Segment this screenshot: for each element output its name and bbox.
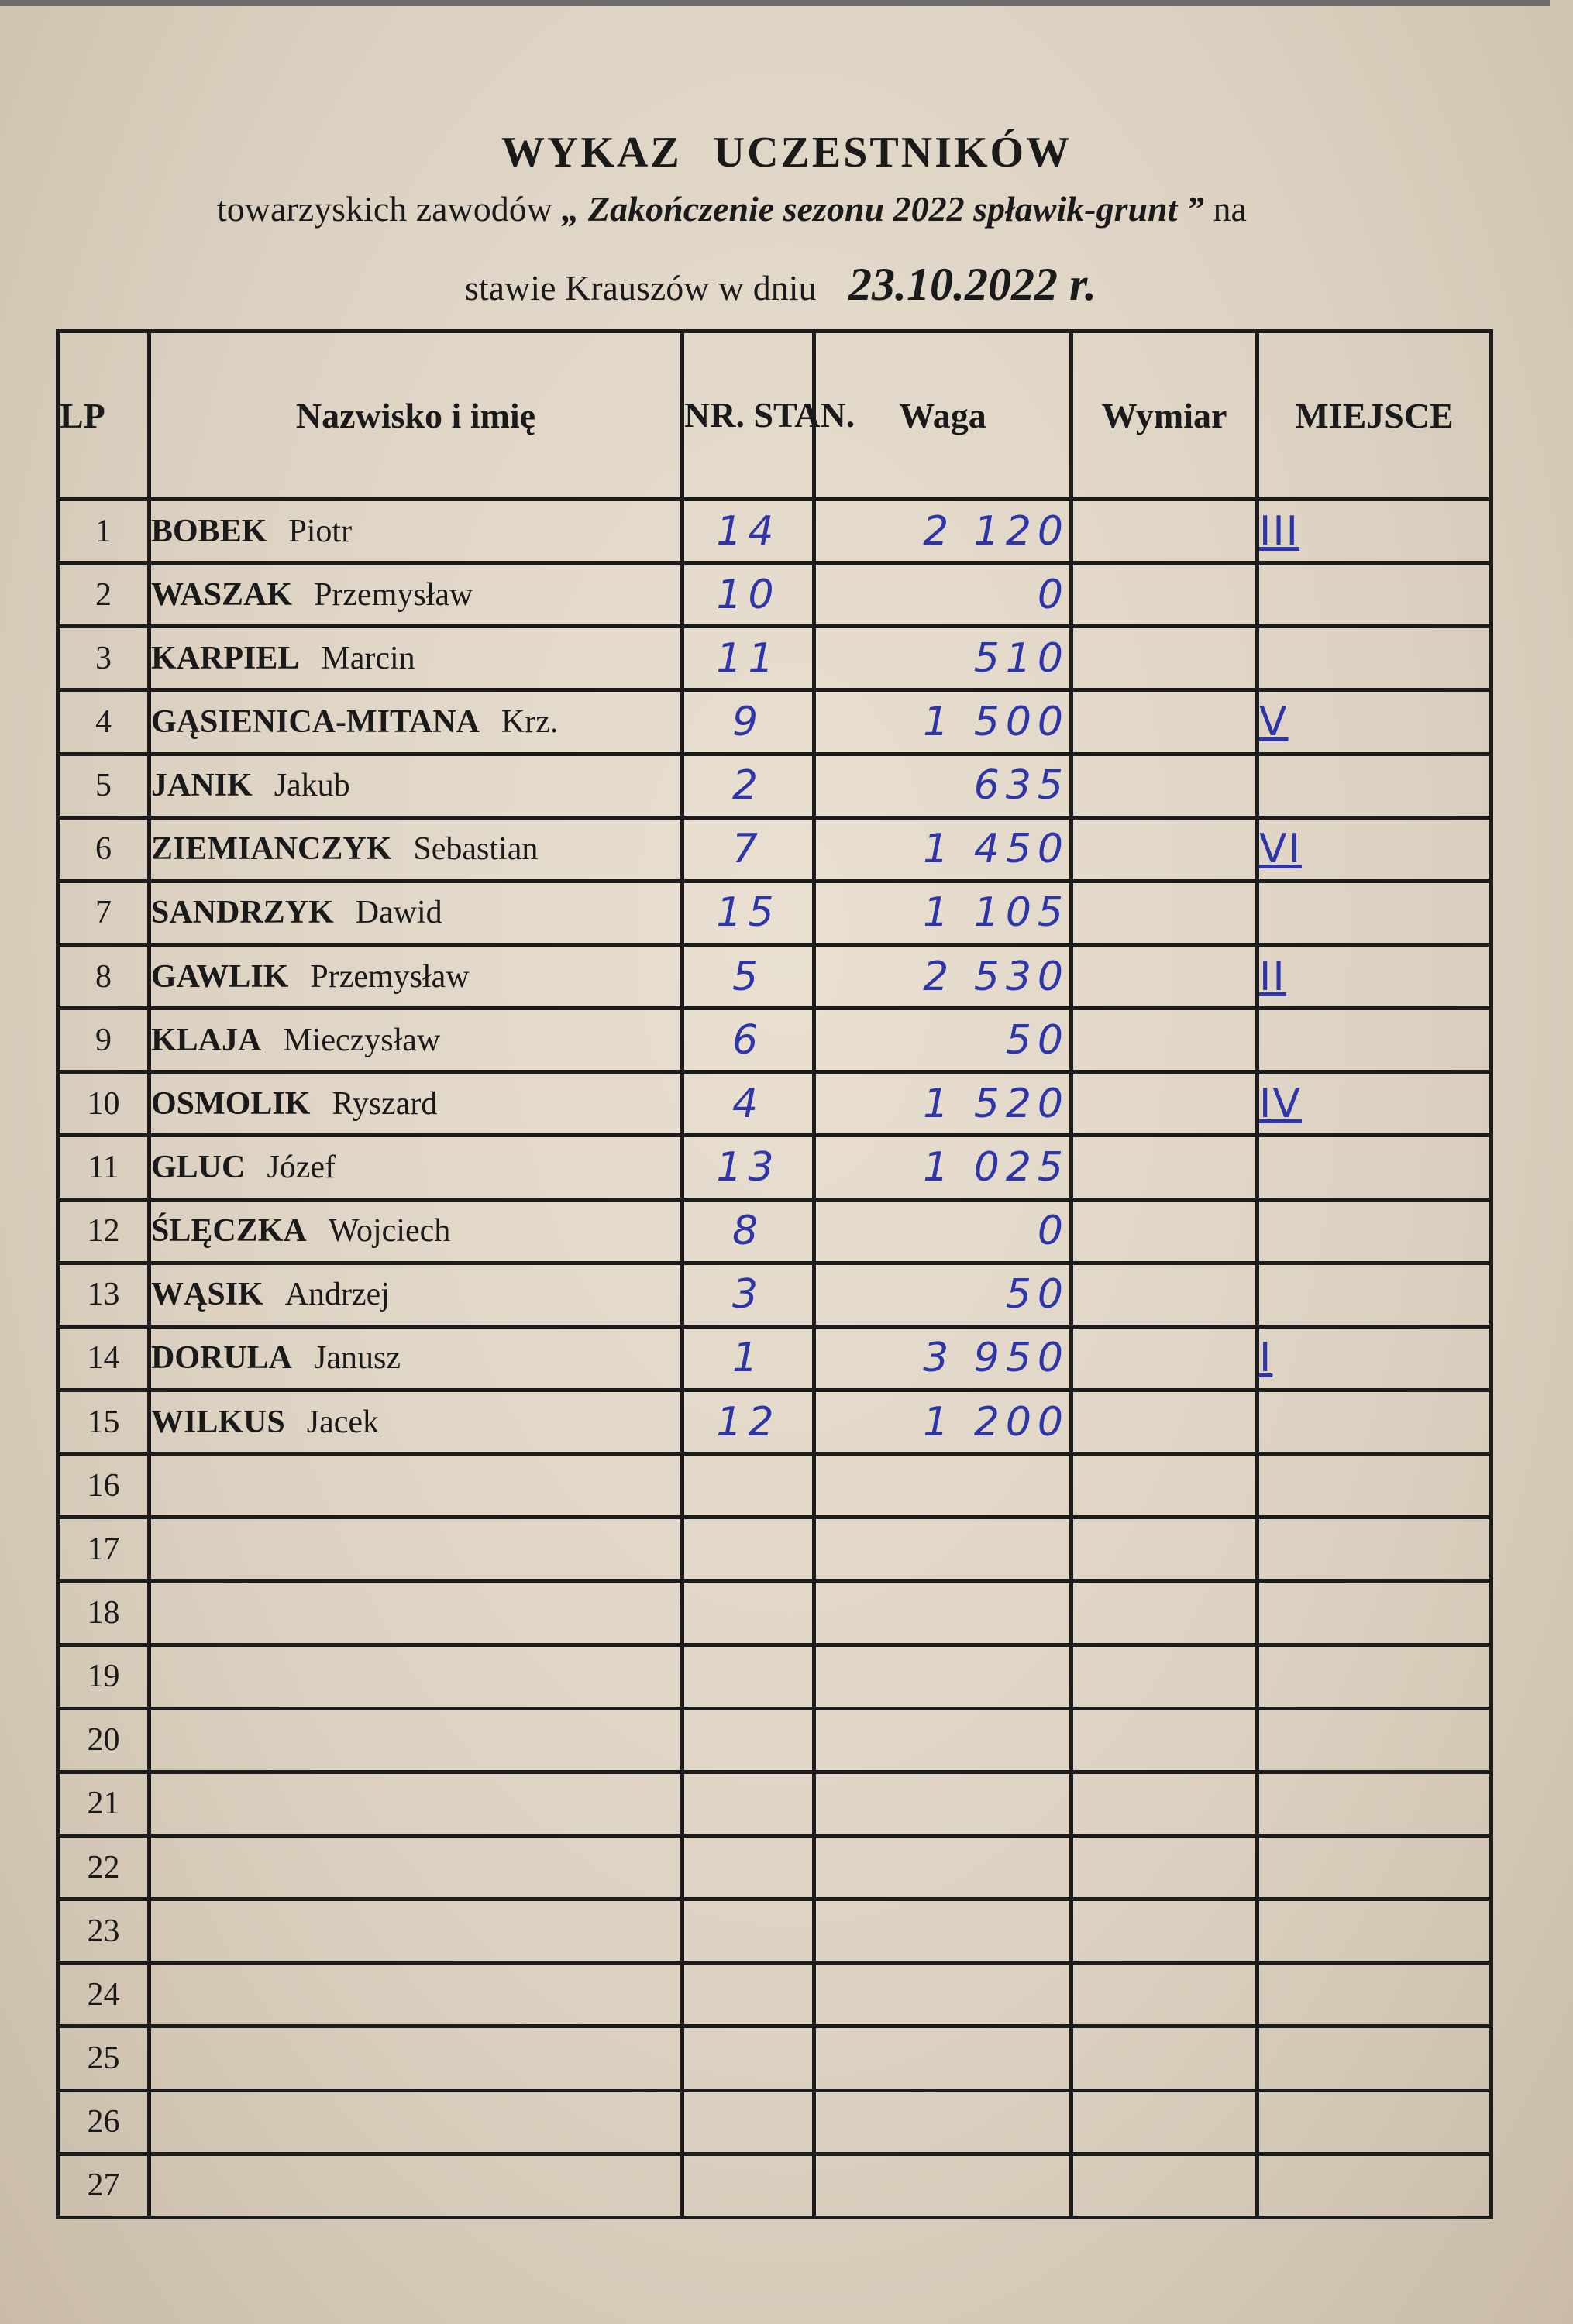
table-row xyxy=(58,1835,1492,1899)
row-waga xyxy=(814,1963,1072,2027)
subtitle-suffix: na xyxy=(1213,189,1247,229)
row-surname: KLAJA xyxy=(151,1022,262,1058)
row-miejsce xyxy=(1258,1772,1492,1835)
row-first-name: Dawid xyxy=(355,895,442,931)
table-row xyxy=(58,1136,1492,1199)
row-first-name: Marcin xyxy=(321,640,415,676)
row-waga xyxy=(814,1518,1072,1581)
row-waga xyxy=(814,1136,1072,1199)
row-lp: 25 xyxy=(58,2027,150,2090)
row-wymiar xyxy=(1072,944,1258,1008)
row-waga-value: 1 200 xyxy=(923,1398,1069,1446)
row-stan xyxy=(683,690,814,754)
row-surname: WASZAK xyxy=(151,576,293,613)
row-name xyxy=(150,1963,683,2027)
row-stan-value: 12 xyxy=(716,1398,780,1446)
table-row xyxy=(58,1645,1492,1708)
row-first-name: Ryszard xyxy=(332,1085,438,1122)
row-miejsce-value: III xyxy=(1259,507,1300,555)
row-wymiar xyxy=(1072,690,1258,754)
row-lp: 12 xyxy=(58,1199,150,1263)
row-waga xyxy=(814,1645,1072,1708)
row-waga xyxy=(814,1199,1072,1263)
row-waga-value: 635 xyxy=(973,762,1069,810)
table-row xyxy=(58,1263,1492,1326)
row-miejsce xyxy=(1258,1136,1492,1199)
row-stan xyxy=(683,1708,814,1772)
row-lp: 17 xyxy=(58,1518,150,1581)
row-stan xyxy=(683,1390,814,1453)
row-lp: 21 xyxy=(58,1772,150,1835)
row-surname: GLUC xyxy=(151,1149,246,1185)
row-name xyxy=(150,2090,683,2154)
row-name xyxy=(150,1263,683,1326)
table-row xyxy=(58,2027,1492,2090)
row-miejsce-value: I xyxy=(1259,1335,1273,1382)
row-waga-value: 0 xyxy=(1037,1208,1069,1255)
row-stan xyxy=(683,817,814,881)
row-first-name: Piotr xyxy=(288,513,353,549)
document-title: WYKAZ UCZESTNIKÓW xyxy=(501,129,1072,177)
row-name xyxy=(150,500,683,563)
table-row xyxy=(58,1518,1492,1581)
row-first-name: Sebastian xyxy=(413,831,539,868)
row-miejsce xyxy=(1258,690,1492,754)
row-wymiar xyxy=(1072,2154,1258,2217)
row-wymiar xyxy=(1072,1454,1258,1518)
row-stan-value: 15 xyxy=(716,889,780,937)
row-stan xyxy=(683,1136,814,1199)
row-stan xyxy=(683,1009,814,1072)
row-lp: 23 xyxy=(58,1899,150,1963)
row-wymiar xyxy=(1072,817,1258,881)
document-subtitle xyxy=(217,188,1247,229)
row-waga xyxy=(814,1263,1072,1326)
table-row xyxy=(58,1899,1492,1963)
row-stan xyxy=(683,1772,814,1835)
row-wymiar xyxy=(1072,2090,1258,2154)
row-waga-value: 2 530 xyxy=(923,953,1069,1000)
row-name xyxy=(150,1645,683,1708)
row-name xyxy=(150,1326,683,1390)
row-lp: 20 xyxy=(58,1708,150,1772)
row-stan xyxy=(683,944,814,1008)
row-miejsce xyxy=(1258,563,1492,627)
row-miejsce xyxy=(1258,2027,1492,2090)
row-stan-value: 8 xyxy=(731,1208,765,1255)
row-stan-value: 7 xyxy=(731,826,765,873)
event-date: 23.10.2022 r. xyxy=(848,259,1097,310)
row-stan xyxy=(683,1645,814,1708)
row-surname: BOBEK xyxy=(151,513,267,549)
row-lp: 11 xyxy=(58,1136,150,1199)
row-waga-value: 1 500 xyxy=(923,698,1069,745)
row-name xyxy=(150,627,683,690)
row-waga-value: 1 450 xyxy=(923,826,1069,873)
row-stan xyxy=(683,1963,814,2027)
row-surname: OSMOLIK xyxy=(151,1085,311,1122)
row-wymiar xyxy=(1072,754,1258,817)
row-waga xyxy=(814,1454,1072,1518)
column-header-lp: LP xyxy=(58,332,150,500)
row-waga xyxy=(814,944,1072,1008)
row-surname: WILKUS xyxy=(151,1404,285,1440)
table-row xyxy=(58,1963,1492,2027)
table-row xyxy=(58,1009,1492,1072)
row-waga xyxy=(814,627,1072,690)
row-stan xyxy=(683,1835,814,1899)
row-miejsce-value: VI xyxy=(1259,826,1302,873)
column-header-miejsce: MIEJSCE xyxy=(1258,332,1492,500)
row-miejsce xyxy=(1258,754,1492,817)
row-lp: 19 xyxy=(58,1645,150,1708)
row-lp: 7 xyxy=(58,881,150,944)
row-waga-value: 3 950 xyxy=(923,1335,1069,1382)
row-surname: DORULA xyxy=(151,1340,293,1377)
row-miejsce xyxy=(1258,1518,1492,1581)
row-stan xyxy=(683,1326,814,1390)
row-miejsce xyxy=(1258,1009,1492,1072)
row-wymiar xyxy=(1072,563,1258,627)
row-lp: 5 xyxy=(58,754,150,817)
row-wymiar xyxy=(1072,1072,1258,1136)
row-surname: ŚLĘCZKA xyxy=(151,1213,307,1250)
row-stan xyxy=(683,881,814,944)
row-surname: KARPIEL xyxy=(151,640,300,676)
row-miejsce xyxy=(1258,1326,1492,1390)
row-waga xyxy=(814,2027,1072,2090)
row-stan xyxy=(683,2027,814,2090)
row-miejsce xyxy=(1258,1963,1492,2027)
row-miejsce xyxy=(1258,1199,1492,1263)
participants-table xyxy=(56,329,1493,2219)
row-name xyxy=(150,881,683,944)
row-stan xyxy=(683,2154,814,2217)
row-stan xyxy=(683,1199,814,1263)
row-name xyxy=(150,1518,683,1581)
table-row xyxy=(58,1708,1492,1772)
row-wymiar xyxy=(1072,1899,1258,1963)
row-waga-value: 2 120 xyxy=(923,507,1069,555)
location-text: stawie Krauszów w dniu xyxy=(465,268,817,308)
row-name xyxy=(150,2154,683,2217)
table-row xyxy=(58,1454,1492,1518)
row-stan xyxy=(683,627,814,690)
row-waga xyxy=(814,1009,1072,1072)
row-lp: 10 xyxy=(58,1072,150,1136)
row-waga xyxy=(814,2154,1072,2217)
column-header-wymiar: Wymiar xyxy=(1072,332,1258,500)
row-waga-value: 1 520 xyxy=(923,1080,1069,1127)
row-stan xyxy=(683,1581,814,1645)
row-stan xyxy=(683,1072,814,1136)
row-miejsce xyxy=(1258,1454,1492,1518)
row-first-name: Krz. xyxy=(501,703,559,740)
row-surname: ZIEMIANCZYK xyxy=(151,831,392,868)
table-row xyxy=(58,754,1492,817)
table-row xyxy=(58,1199,1492,1263)
row-stan xyxy=(683,1899,814,1963)
row-miejsce xyxy=(1258,1263,1492,1326)
row-name xyxy=(150,1772,683,1835)
row-wymiar xyxy=(1072,1199,1258,1263)
table-row xyxy=(58,1390,1492,1453)
row-stan-value: 3 xyxy=(731,1271,765,1318)
row-waga xyxy=(814,1390,1072,1453)
row-surname: GAWLIK xyxy=(151,958,289,995)
row-waga xyxy=(814,2090,1072,2154)
row-wymiar xyxy=(1072,1835,1258,1899)
row-stan-value: 2 xyxy=(731,762,765,810)
row-miejsce xyxy=(1258,627,1492,690)
table-row xyxy=(58,944,1492,1008)
row-stan-value: 6 xyxy=(731,1016,765,1064)
table-row xyxy=(58,1581,1492,1645)
table-row xyxy=(58,500,1492,563)
row-first-name: Janusz xyxy=(314,1340,401,1377)
row-first-name: Jacek xyxy=(306,1404,379,1440)
row-wymiar xyxy=(1072,1581,1258,1645)
row-first-name: Wojciech xyxy=(328,1213,451,1250)
column-header-waga: Waga xyxy=(814,332,1072,500)
row-lp: 18 xyxy=(58,1581,150,1645)
row-waga xyxy=(814,500,1072,563)
row-wymiar xyxy=(1072,1009,1258,1072)
row-wymiar xyxy=(1072,2027,1258,2090)
row-lp: 1 xyxy=(58,500,150,563)
row-wymiar xyxy=(1072,1136,1258,1199)
row-stan xyxy=(683,1518,814,1581)
row-waga xyxy=(814,881,1072,944)
row-miejsce xyxy=(1258,2154,1492,2217)
subtitle-prefix: towarzyskich zawodów xyxy=(217,189,553,229)
row-first-name: Mieczysław xyxy=(283,1022,441,1058)
location-date-line xyxy=(465,258,1096,311)
row-lp: 22 xyxy=(58,1835,150,1899)
table-row xyxy=(58,690,1492,754)
row-lp: 9 xyxy=(58,1009,150,1072)
table-row xyxy=(58,627,1492,690)
row-miejsce-value: V xyxy=(1259,698,1289,745)
row-lp: 13 xyxy=(58,1263,150,1326)
row-stan-value: 10 xyxy=(716,571,780,618)
row-stan-value: 9 xyxy=(731,698,765,745)
row-stan-value: 13 xyxy=(716,1143,780,1191)
table-row xyxy=(58,1772,1492,1835)
row-stan-value: 14 xyxy=(716,507,780,555)
table-row xyxy=(58,881,1492,944)
row-lp: 6 xyxy=(58,817,150,881)
row-miejsce xyxy=(1258,881,1492,944)
row-miejsce xyxy=(1258,1708,1492,1772)
top-edge-shadow xyxy=(0,0,1550,6)
row-surname: GĄSIENICA-MITANA xyxy=(151,703,480,740)
column-header-name: Nazwisko i imię xyxy=(150,332,683,500)
row-stan xyxy=(683,1454,814,1518)
row-miejsce xyxy=(1258,1645,1492,1708)
row-wymiar xyxy=(1072,1263,1258,1326)
row-waga xyxy=(814,563,1072,627)
row-stan-value: 11 xyxy=(716,634,780,682)
row-waga-value: 1 025 xyxy=(923,1143,1069,1191)
column-header-stan: NR. STAN. xyxy=(683,332,814,500)
row-miejsce xyxy=(1258,1835,1492,1899)
row-waga-value: 1 105 xyxy=(923,889,1069,937)
row-waga xyxy=(814,754,1072,817)
row-first-name: Józef xyxy=(267,1149,336,1185)
row-miejsce-value: IV xyxy=(1259,1080,1302,1127)
row-wymiar xyxy=(1072,500,1258,563)
row-name xyxy=(150,1899,683,1963)
row-stan xyxy=(683,2090,814,2154)
row-waga xyxy=(814,817,1072,881)
row-miejsce xyxy=(1258,500,1492,563)
row-wymiar xyxy=(1072,1645,1258,1708)
row-lp: 24 xyxy=(58,1963,150,2027)
table-row xyxy=(58,1072,1492,1136)
row-surname: JANIK xyxy=(151,768,253,804)
row-wymiar xyxy=(1072,1708,1258,1772)
row-wymiar xyxy=(1072,1326,1258,1390)
row-lp: 27 xyxy=(58,2154,150,2217)
row-first-name: Przemysław xyxy=(310,958,470,995)
row-name xyxy=(150,2027,683,2090)
row-lp: 15 xyxy=(58,1390,150,1453)
row-waga-value: 510 xyxy=(973,634,1069,682)
row-stan xyxy=(683,754,814,817)
row-wymiar xyxy=(1072,1518,1258,1581)
row-waga xyxy=(814,1581,1072,1645)
row-lp: 16 xyxy=(58,1454,150,1518)
row-first-name: Andrzej xyxy=(284,1277,390,1313)
row-first-name: Jakub xyxy=(274,768,350,804)
row-waga xyxy=(814,1326,1072,1390)
row-name xyxy=(150,1009,683,1072)
event-name: „ Zakończenie sezonu 2022 spławik-grunt ” xyxy=(561,189,1204,229)
row-lp: 26 xyxy=(58,2090,150,2154)
row-waga xyxy=(814,1772,1072,1835)
row-surname: SANDRZYK xyxy=(151,895,334,931)
table-row xyxy=(58,1326,1492,1390)
row-waga xyxy=(814,1835,1072,1899)
row-wymiar xyxy=(1072,1390,1258,1453)
row-lp: 3 xyxy=(58,627,150,690)
row-stan-value: 5 xyxy=(731,953,765,1000)
row-lp: 2 xyxy=(58,563,150,627)
row-miejsce xyxy=(1258,1072,1492,1136)
row-surname: WĄSIK xyxy=(151,1277,263,1313)
row-name xyxy=(150,817,683,881)
row-stan xyxy=(683,1263,814,1326)
table-row xyxy=(58,817,1492,881)
row-miejsce xyxy=(1258,817,1492,881)
row-waga-value: 50 xyxy=(1005,1271,1069,1318)
table-row xyxy=(58,563,1492,627)
row-name xyxy=(150,1199,683,1263)
row-stan-value: 4 xyxy=(731,1080,765,1127)
row-waga xyxy=(814,1899,1072,1963)
row-waga xyxy=(814,1708,1072,1772)
row-miejsce-value: II xyxy=(1259,953,1286,1000)
row-lp: 14 xyxy=(58,1326,150,1390)
row-miejsce xyxy=(1258,2090,1492,2154)
row-waga xyxy=(814,690,1072,754)
row-name xyxy=(150,1072,683,1136)
row-stan xyxy=(683,500,814,563)
table-row xyxy=(58,2154,1492,2217)
row-miejsce xyxy=(1258,944,1492,1008)
row-name xyxy=(150,1136,683,1199)
row-lp: 4 xyxy=(58,690,150,754)
row-name xyxy=(150,944,683,1008)
row-name xyxy=(150,754,683,817)
row-first-name: Przemysław xyxy=(314,576,473,613)
row-waga-value: 50 xyxy=(1005,1016,1069,1064)
row-lp: 8 xyxy=(58,944,150,1008)
table-row xyxy=(58,2090,1492,2154)
row-name xyxy=(150,1835,683,1899)
row-waga xyxy=(814,1072,1072,1136)
row-wymiar xyxy=(1072,881,1258,944)
row-wymiar xyxy=(1072,1963,1258,2027)
row-waga-value: 0 xyxy=(1037,571,1069,618)
row-miejsce xyxy=(1258,1390,1492,1453)
row-stan xyxy=(683,563,814,627)
row-name xyxy=(150,1454,683,1518)
row-wymiar xyxy=(1072,627,1258,690)
row-name xyxy=(150,690,683,754)
row-wymiar xyxy=(1072,1772,1258,1835)
row-miejsce xyxy=(1258,1581,1492,1645)
row-miejsce xyxy=(1258,1899,1492,1963)
row-name xyxy=(150,1390,683,1453)
row-name xyxy=(150,1708,683,1772)
table-header-row xyxy=(58,332,1492,500)
row-name xyxy=(150,563,683,627)
row-name xyxy=(150,1581,683,1645)
row-stan-value: 1 xyxy=(731,1335,765,1382)
